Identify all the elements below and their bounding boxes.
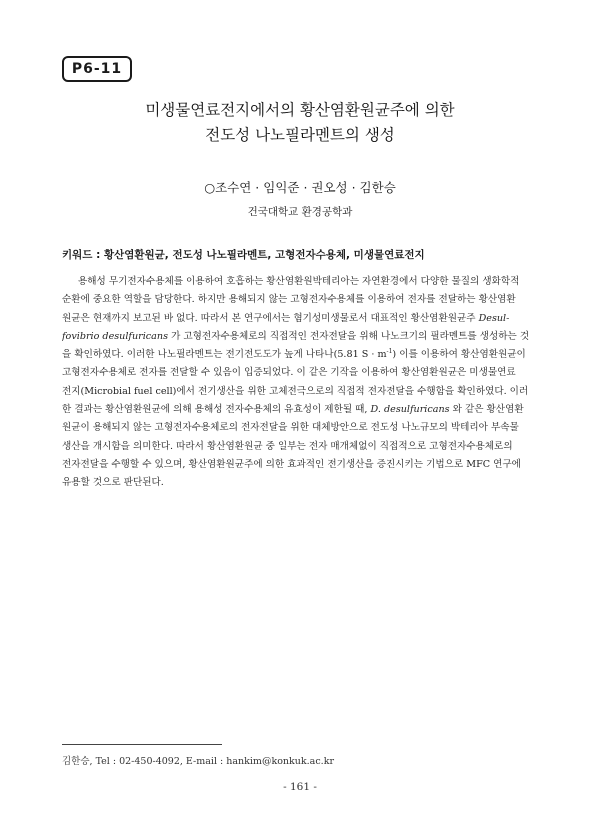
paper-title-line-1: 미생물연료전지에서의 황산염환원균주에 의한: [145, 101, 455, 119]
abstract-line: 전지(Microbial fuel cell)에서 전기생산을 위한 고체전극으로의 직접적 전자전달을 수행함을 확인하였다. 이러: [62, 385, 529, 397]
abstract-body: [62, 273, 540, 493]
abstract-text: 와 같은 황산염환: [452, 404, 524, 416]
abstract-line: 고형전자수용체로 전자를 전달할 수 있음이 입증되었다. 이 같은 기작을 이용하여 황산염환원균은 미생물연료: [62, 367, 516, 379]
session-code-badge: P6-11: [62, 56, 132, 82]
species-name: D. desulfuricans: [370, 404, 450, 416]
abstract-line: [62, 328, 540, 346]
abstract-line: 전자전달을 수행할 수 있으며, 황산염환원균주에 의한 효과적인 전기생산을 증진시키는 기법으로 MFC 연구에: [62, 458, 521, 470]
affiliation: 건국대학교 환경공학과: [247, 206, 353, 218]
abstract-text: 원균은 현재까지 보고된 바 없다. 따라서 본 연구에서는 혐기성미생물로서 대표적인 황산염환원균주: [62, 312, 476, 324]
abstract-line: [62, 401, 540, 419]
abstract-line: [62, 310, 540, 328]
abstract-text: ) 이를 이용하여 황산염환원균이: [392, 349, 526, 361]
abstract-text: 한 결과는 황산염환원균에 의해 용해성 전자수용체의 유효성이 제한될 때,: [62, 404, 368, 416]
abstract-line: [62, 346, 540, 364]
species-name: Desul-: [478, 312, 510, 324]
paper-title-line-2: 전도성 나노필라멘트의 생성: [205, 126, 395, 144]
keywords: 키워드 : 황산염환원균, 전도성 나노필라멘트, 고형전자수용체, 미생물연료전지: [62, 249, 425, 261]
author-list: ○조수연 · 임익준 · 권오성 · 김한승: [204, 180, 396, 195]
unit-exponent: -1: [386, 348, 393, 355]
abstract-line: 용해성 무기전자수용체를 이용하여 호흡하는 황산염환원박테리아는 자연환경에서 다양한 물질의 생화학적: [78, 276, 520, 287]
abstract-line: 생산을 개시함을 의미한다. 따라서 황산염환원균 중 일부는 전자 매개체없이 직접적으로 고형전자수용체로의: [62, 440, 513, 452]
corresponding-author-footnote: 김한승, Tel : 02-450-4092, E-mail : hankim@konkuk.ac.kr: [62, 756, 334, 767]
abstract-line: 유용할 것으로 판단된다.: [62, 477, 164, 489]
abstract-text: 가 고형전자수용체로의 직접적인 전자전달을 위해 나노크기의 필라멘트를 생성하는 것: [171, 330, 530, 342]
abstract-line: 순환에 중요한 역할을 담당한다. 하지만 용해되지 않는 고형전자수용체를 이용하여 전자를 전달하는 황산염환: [62, 294, 516, 306]
abstract-text: 을 확인하였다. 이러한 나노필라멘트는 전기전도도가 높게 나타나(5.81 S · m: [62, 349, 387, 361]
footnote-divider: [62, 744, 222, 745]
page-number: - 161 -: [283, 781, 317, 793]
abstract-line: 원균이 용해되지 않는 고형전자수용체로의 전자전달을 위한 대체방안으로 전도성 나노규모의 박테리아 부속물: [62, 422, 519, 434]
species-name: fovibrio desulfuricans: [62, 330, 169, 342]
